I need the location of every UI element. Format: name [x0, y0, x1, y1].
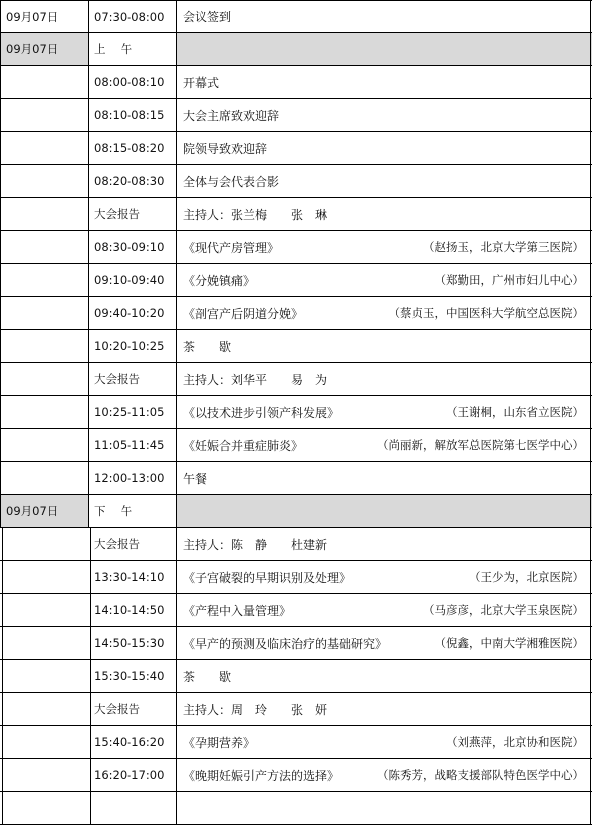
content-cell — [177, 297, 591, 329]
content-cell — [177, 627, 591, 659]
time-cell: 10:25-11:05 — [89, 396, 177, 428]
time-cell: 大会报告 — [89, 528, 177, 560]
schedule-row — [0, 66, 592, 99]
topic-text: 午餐 — [183, 471, 208, 486]
date-cell — [2, 627, 91, 659]
topic-text: 《剖宫产后阴道分娩》 — [183, 306, 304, 321]
time-cell: 大会报告 — [89, 363, 177, 395]
time-cell: 07:30-08:00 — [89, 1, 177, 32]
date-cell — [0, 198, 89, 230]
time-cell: 09:10-09:40 — [89, 264, 177, 296]
date-cell — [0, 231, 89, 263]
schedule-row — [0, 0, 592, 33]
content-cell — [177, 198, 591, 230]
topic-text: 大会主席致欢迎辞 — [183, 108, 280, 123]
date-cell — [0, 396, 89, 428]
date-cell — [2, 528, 91, 560]
content-cell — [177, 363, 591, 395]
content-cell — [177, 1, 591, 32]
speaker-text: （赵扬玉，北京大学第三医院） — [423, 240, 584, 254]
schedule-row — [0, 231, 592, 264]
speaker-text: （王少为，北京医院） — [469, 570, 584, 584]
date-cell: 09月07日 — [0, 33, 89, 65]
date-cell — [2, 660, 91, 692]
time-cell: 09:40-10:20 — [89, 297, 177, 329]
date-cell — [0, 132, 89, 164]
date-cell — [2, 759, 91, 791]
content-cell — [177, 561, 591, 593]
topic-text: 主持人：周 玲 张 妍 — [183, 702, 328, 717]
date-cell — [0, 429, 89, 461]
schedule-row — [0, 561, 592, 594]
content-cell — [177, 759, 591, 791]
topic-text: 《妊娠合并重症肺炎》 — [183, 438, 304, 453]
time-cell: 11:05-11:45 — [89, 429, 177, 461]
time-cell — [89, 792, 177, 824]
date-cell — [0, 330, 89, 362]
schedule-row — [0, 528, 592, 561]
time-cell: 13:30-14:10 — [89, 561, 177, 593]
topic-text: 《早产的预测及临床治疗的基础研究》 — [183, 636, 388, 651]
topic-text: 《晚期妊娠引产方法的选择》 — [183, 768, 340, 783]
speaker-text: （倪鑫，中南大学湘雅医院） — [434, 636, 584, 650]
topic-text: 主持人：刘华平 易 为 — [183, 372, 328, 387]
date-cell — [0, 462, 89, 494]
schedule-row — [0, 594, 592, 627]
schedule-row — [0, 297, 592, 330]
content-cell — [177, 726, 591, 758]
time-cell: 16:20-17:00 — [89, 759, 177, 791]
speaker-text: （蔡贞玉，中国医科大学航空总医院） — [388, 306, 584, 320]
schedule-row — [0, 99, 592, 132]
schedule-row — [0, 462, 592, 495]
topic-text: 茶 歇 — [183, 669, 232, 684]
time-cell: 08:00-08:10 — [89, 66, 177, 98]
content-cell — [177, 495, 591, 527]
schedule-row — [0, 264, 592, 297]
date-cell: 09月07日 — [0, 495, 89, 527]
topic-text: 院领导致欢迎辞 — [183, 141, 268, 156]
content-cell — [177, 132, 591, 164]
schedule-row — [0, 396, 592, 429]
time-cell: 10:20-10:25 — [89, 330, 177, 362]
schedule-row — [0, 660, 592, 693]
date-cell — [2, 693, 91, 725]
schedule-row — [0, 792, 592, 825]
content-cell — [177, 33, 591, 65]
session-label: 下 午 — [89, 495, 177, 527]
content-cell — [177, 396, 591, 428]
topic-text: 《孕期营养》 — [183, 735, 256, 750]
schedule-row — [0, 132, 592, 165]
session-label: 上 午 — [89, 33, 177, 65]
topic-text: 开幕式 — [183, 75, 220, 90]
speaker-text: （马彦彦，北京大学玉泉医院） — [423, 603, 584, 617]
date-cell — [2, 594, 91, 626]
speaker-text: （郑勤田，广州市妇儿中心） — [434, 273, 584, 287]
content-cell — [177, 165, 591, 197]
schedule-row — [0, 165, 592, 198]
speaker-text: （刘燕萍，北京协和医院） — [446, 735, 584, 749]
date-cell — [0, 99, 89, 131]
content-cell — [177, 99, 591, 131]
time-cell: 08:10-08:15 — [89, 99, 177, 131]
content-cell — [177, 429, 591, 461]
date-cell — [0, 165, 89, 197]
schedule-row — [0, 627, 592, 660]
topic-text: 茶 歇 — [183, 339, 232, 354]
speaker-text: （尚丽新，解放军总医院第七医学中心） — [377, 438, 584, 452]
time-cell: 08:20-08:30 — [89, 165, 177, 197]
schedule-row — [0, 693, 592, 726]
topic-text: 《现代产房管理》 — [183, 240, 280, 255]
content-cell — [177, 462, 591, 494]
content-cell — [177, 792, 591, 824]
topic-text: 《产程中入量管理》 — [183, 603, 292, 618]
time-cell: 15:40-16:20 — [89, 726, 177, 758]
content-cell — [177, 231, 591, 263]
topic-text: 《分娩镇痛》 — [183, 273, 256, 288]
topic-text: 主持人：陈 静 杜建新 — [183, 537, 328, 552]
date-cell — [2, 792, 91, 824]
content-cell — [177, 264, 591, 296]
topic-text: 主持人：张兰梅 张 琳 — [183, 207, 328, 222]
date-cell — [0, 363, 89, 395]
schedule-row — [0, 726, 592, 759]
time-cell: 12:00-13:00 — [89, 462, 177, 494]
time-cell: 大会报告 — [89, 693, 177, 725]
schedule-row — [0, 363, 592, 396]
speaker-text: （陈秀芳，战略支援部队特色医学中心） — [377, 768, 584, 782]
content-cell — [177, 693, 591, 725]
schedule-row — [0, 759, 592, 792]
time-cell: 14:50-15:30 — [89, 627, 177, 659]
date-cell — [2, 561, 91, 593]
section-row — [0, 33, 592, 66]
date-cell — [0, 66, 89, 98]
content-cell — [177, 330, 591, 362]
topic-text: 《以技术进步引领产科发展》 — [183, 405, 340, 420]
time-cell: 14:10-14:50 — [89, 594, 177, 626]
topic-text: 会议签到 — [183, 10, 232, 24]
content-cell — [177, 660, 591, 692]
section-row — [0, 495, 592, 528]
time-cell: 08:15-08:20 — [89, 132, 177, 164]
schedule-row — [0, 198, 592, 231]
date-cell — [0, 297, 89, 329]
date-cell — [2, 726, 91, 758]
date-cell: 09月07日 — [0, 1, 89, 32]
speaker-text: （王谢桐，山东省立医院） — [446, 405, 584, 419]
date-cell — [0, 264, 89, 296]
content-cell — [177, 66, 591, 98]
time-cell: 15:30-15:40 — [89, 660, 177, 692]
time-cell: 08:30-09:10 — [89, 231, 177, 263]
schedule-row — [0, 429, 592, 462]
topic-text: 全体与会代表合影 — [183, 174, 280, 189]
content-cell — [177, 528, 591, 560]
topic-text: 《子宫破裂的早期识别及处理》 — [183, 570, 352, 585]
schedule-row — [0, 330, 592, 363]
time-cell: 大会报告 — [89, 198, 177, 230]
content-cell — [177, 594, 591, 626]
